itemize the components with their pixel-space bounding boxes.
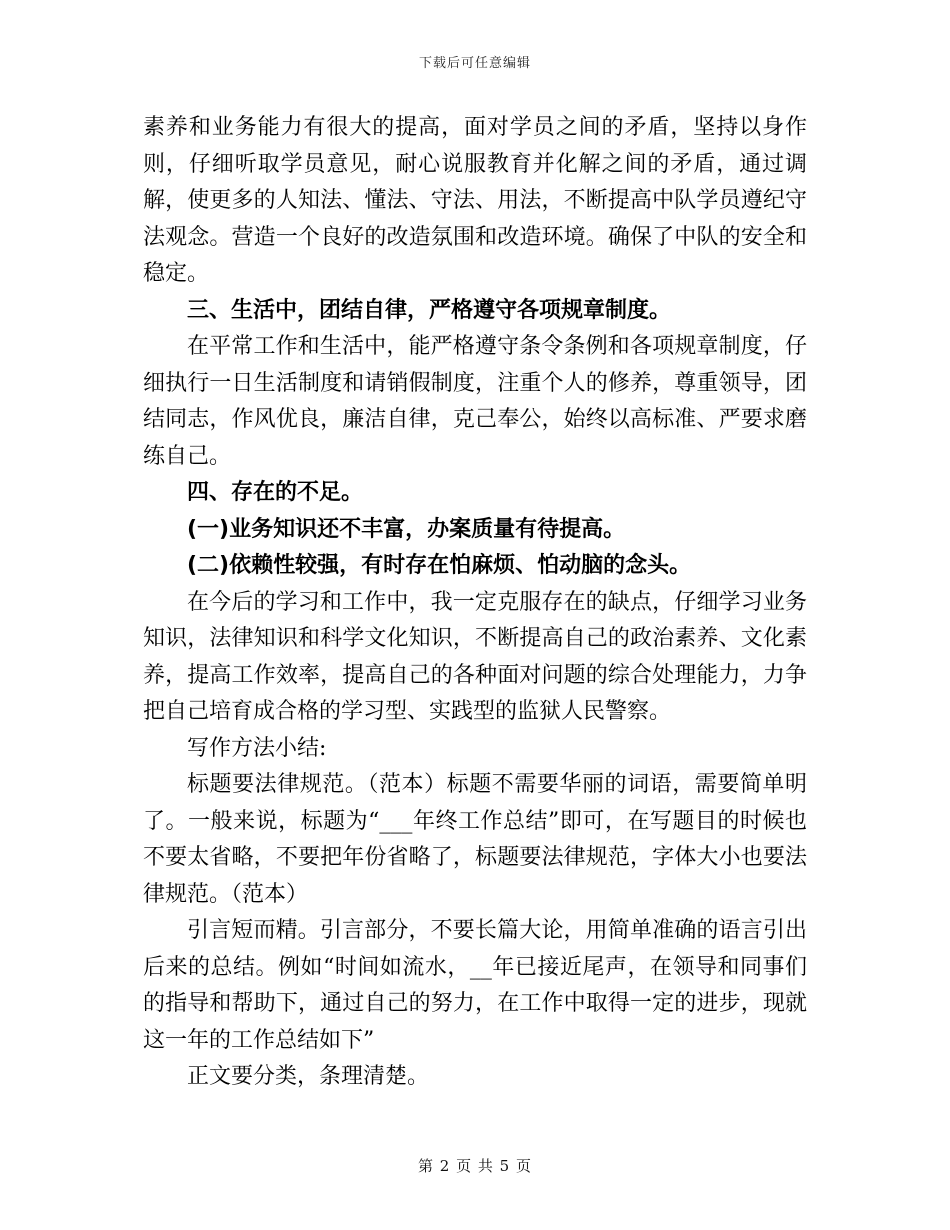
document-body: [143, 110, 807, 1096]
shortcoming-item-2: (二)依赖性较强，有时存在怕麻烦、怕动脑的念头。: [187, 553, 692, 578]
paragraph-title-rules: 标题要法律规范。（范本）标题不需要华丽的词语，需要简单明了。一般来说，标题为“___年终工作总结”即可，在写题目的时候也不要太省略，不要把年份省略了，标题要法律规范，字体大小也要法律规范。（范本）: [143, 772, 807, 907]
writing-summary-heading: 写作方法小结:: [187, 735, 327, 761]
paragraph-introduction-rules: 引言短而精。引言部分，不要长篇大论，用简单准确的语言引出后来的总结。例如“时间如流水，__年已接近尾声，在领导和同事们的指导和帮助下，通过自己的努力，在工作中取得一定的进步，现就这一年的工作总结如下”: [143, 918, 807, 1053]
page-footer: 第 2 页 共 5 页: [418, 1157, 532, 1175]
shortcoming-item-1: (一)业务知识还不丰富，办案质量有待提高。: [187, 516, 626, 542]
page-header: 下载后可任意编辑: [418, 56, 531, 71]
paragraph-life-discipline: 在平常工作和生活中，能严格遵守条令条例和各项规章制度，仔细执行一日生活制度和请销假制度，注重个人的修养，尊重领导，团结同志，作风优良，廉洁自律，克己奉公，始终以高标准、严要求磨练自己。: [143, 334, 807, 469]
paragraph-continuation: 素养和业务能力有很大的提高，面对学员之间的矛盾，坚持以身作则，仔细听取学员意见，耐心说服教育并化解之间的矛盾，通过调解，使更多的人知法、懂法、守法、用法，不断提高中队学员遵纪守法观念。营造一个良好的改造氛围和改造环境。确保了中队的安全和稳定。: [143, 115, 807, 286]
section-heading-4: 四、存在的不足。: [187, 480, 364, 505]
paragraph-future-plan: 在今后的学习和工作中，我一定克服存在的缺点，仔细学习业务知识，法律知识和科学文化知识，不断提高自己的政治素养、文化素养，提高工作效率，提高自己的各种面对问题的综合处理能力，力争把自己培育成合格的学习型、实践型的监狱人民警察。: [143, 589, 807, 724]
paragraph-body-rules: 正文要分类，条理清楚。: [187, 1064, 430, 1089]
section-heading-3: 三、生活中，团结自律，严格遵守各项规章制度。: [187, 297, 672, 323]
